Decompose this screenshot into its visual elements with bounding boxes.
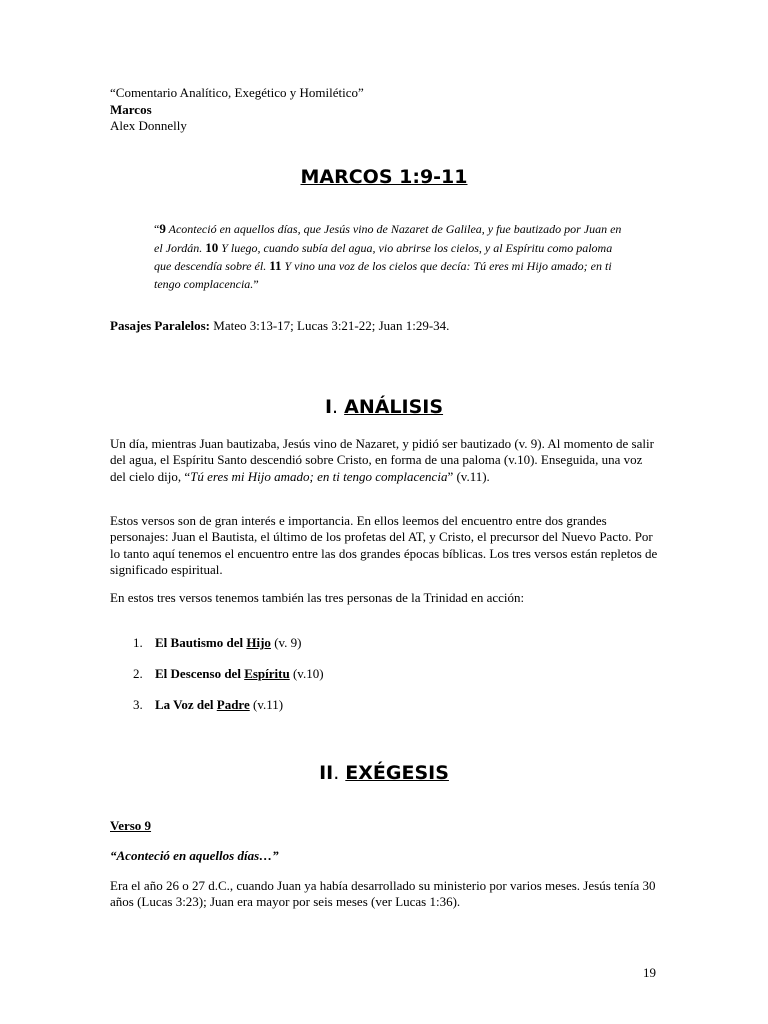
list-reference: (v.11) [249, 697, 284, 712]
list-number: 2. [133, 666, 143, 681]
paragraph-text: Un día, mientras Juan bautizaba, Jesús vino de Nazaret, y pidió ser bautizado (v. 9). Al momento de salir del agua, el Espíritu Santo descendió sobre Cristo, en forma de una paloma (v.10). Enseguida, una voz del cielo dijo, “ [110, 436, 654, 484]
list-number: 3. [133, 697, 143, 712]
quote-open-mark: “ [154, 222, 160, 236]
quoted-voice: Tú eres mi Hijo amado; en ti tengo complacencia [190, 468, 448, 484]
list-key-term: Espíritu [244, 666, 290, 681]
verse-text-11: Y vino una voz de los cielos que decía: Tú eres mi Hijo amado; en ti tengo complacencia. [154, 259, 612, 291]
verse-number-10: 10 [205, 239, 219, 255]
verse-text-10: Y luego, cuando subía del agua, vio abrirse los cielos, y al Espíritu como paloma que descendía sobre él. [154, 240, 613, 273]
list-reference: (v.10) [289, 666, 324, 681]
verse-quote: “Aconteció en aquellos días…” [110, 848, 279, 863]
author-name: Alex Donnelly [110, 118, 187, 133]
list-item [133, 697, 283, 713]
parallel-passages-text: Mateo 3:13-17; Lucas 3:21-22; Juan 1:29-34. [210, 318, 450, 333]
section-heading-exegesis [0, 762, 768, 784]
analysis-paragraph-3: En estos tres versos tenemos también las tres personas de la Trinidad en acción: [110, 590, 525, 605]
analysis-paragraph-2: Estos versos son de gran interés e importancia. En ellos leemos del encuentro entre dos grandes personajes: Juan el Bautista, el último de los profetas del AT, y Cristo, el precursor del Nuevo Pacto. Por lo tanto aquí tenemos el encuentro entre las dos grandes épocas bíblicas. Los tres versos están repletos de significado espiritual. [110, 513, 658, 577]
section-number: II [319, 762, 334, 784]
list-key-term: Padre [216, 697, 250, 712]
section-title: ANÁLISIS [344, 396, 444, 418]
parallel-passages [110, 318, 449, 334]
section-heading-analysis [0, 396, 768, 418]
parallel-passages-label: Pasajes Paralelos: [110, 318, 211, 333]
section-number: I [324, 396, 333, 418]
book-title: “Comentario Analítico, Exegético y Homilético” [110, 85, 364, 100]
verse-text-9: Aconteció en aquellos días, que Jesús vino de Nazaret de Galilea, y fue bautizado por Juan en el Jordán. [154, 222, 622, 255]
verse-label: Verso 9 [110, 818, 152, 833]
verse-number-11: 11 [269, 258, 282, 273]
verse-number-9: 9 [159, 221, 166, 236]
section-title: EXÉGESIS [345, 762, 449, 784]
section-separator: . [333, 762, 346, 784]
analysis-paragraph-1 [110, 436, 658, 485]
list-reference: (v. 9) [270, 635, 302, 650]
page-number: 19 [643, 965, 656, 980]
page-title: MARCOS 1:9-11 [300, 166, 468, 188]
list-item [133, 635, 302, 651]
list-number: 1. [133, 635, 143, 650]
exegesis-paragraph-1: Era el año 26 o 27 d.C., cuando Juan ya había desarrollado su ministerio por varios meses. Jesús tenía 30 años (Lucas 3:23); Juan era mayor por seis meses (ver Lucas 1:36). [110, 878, 656, 910]
section-separator: . [332, 396, 345, 418]
list-key-term: Hijo [246, 635, 271, 650]
book-subtitle: Marcos [110, 102, 152, 117]
list-item [133, 666, 324, 682]
paragraph-text: ” (v.11). [447, 468, 490, 484]
list-label: El Bautismo del [155, 635, 247, 650]
scripture-quote [154, 220, 624, 293]
list-label: La Voz del [155, 697, 217, 712]
quote-close-mark: ” [253, 276, 259, 291]
list-label: El Descenso del [155, 666, 245, 681]
